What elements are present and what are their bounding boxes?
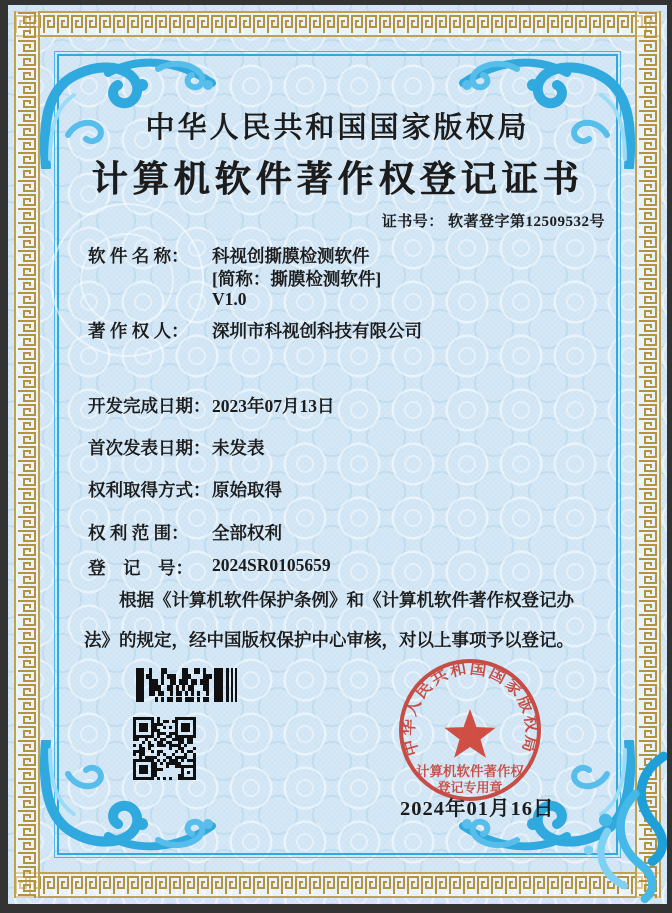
certificate-number: [382, 210, 605, 231]
issuer-title: 中华人民共和国国家版权局: [145, 112, 530, 144]
field-label: 登 记 号：: [88, 558, 193, 578]
field-value: 未发表: [212, 438, 265, 458]
field-rights-scope: [88, 520, 282, 545]
field-value: 深圳市科视创科技有限公司: [212, 321, 422, 341]
certificate-number-value: 软著登字第12509532号: [447, 214, 605, 230]
field-first-publish-date: [88, 435, 265, 460]
field-software-name: [88, 243, 370, 268]
software-version: V1.0: [212, 289, 247, 309]
field-registration-no: [88, 555, 331, 580]
seal-line1: 计算机软件著作权: [416, 764, 524, 779]
qr-code: [133, 717, 197, 781]
certificate-number-label: 证书号：: [381, 214, 444, 230]
wave-splash-icon: [523, 732, 667, 904]
field-value: 2024SR0105659: [212, 555, 331, 575]
software-short-name: [简称：撕膜检测软件]: [212, 269, 382, 289]
field-label: 开发完成日期：: [88, 396, 211, 416]
field-label: 权利取得方式：: [88, 480, 211, 500]
field-value: 科视创撕膜检测软件: [212, 246, 370, 266]
seal-ring-text: 中华人民共和国国家版权局: [398, 658, 542, 759]
field-label: 首次发表日期：: [88, 438, 211, 458]
field-acquire-method: [88, 477, 282, 502]
field-label: 软 件 名 称：: [88, 246, 189, 266]
field-label: 权 利 范 围：: [88, 523, 189, 543]
field-label: 著 作 权 人：: [88, 321, 189, 341]
field-value: 全部权利: [212, 523, 282, 543]
certificate: [8, 5, 667, 904]
star-icon: [444, 709, 495, 758]
issue-date: 2024年01月16日: [400, 798, 555, 820]
field-dev-complete-date: [88, 393, 335, 418]
certificate-title: 计算机软件著作权登记证书: [91, 159, 584, 199]
barcode: [136, 668, 240, 702]
field-value: 2023年07月13日: [212, 396, 335, 416]
statement-paragraph: 根据《计算机软件保护条例》和《计算机软件著作权登记办法》的规定，经中国版权保护中心审核，对以上事项予以登记。: [84, 590, 574, 650]
field-value: 原始取得: [212, 480, 282, 500]
seal-line2: 登记专用章: [437, 780, 503, 795]
field-copyright-owner: [88, 318, 422, 343]
